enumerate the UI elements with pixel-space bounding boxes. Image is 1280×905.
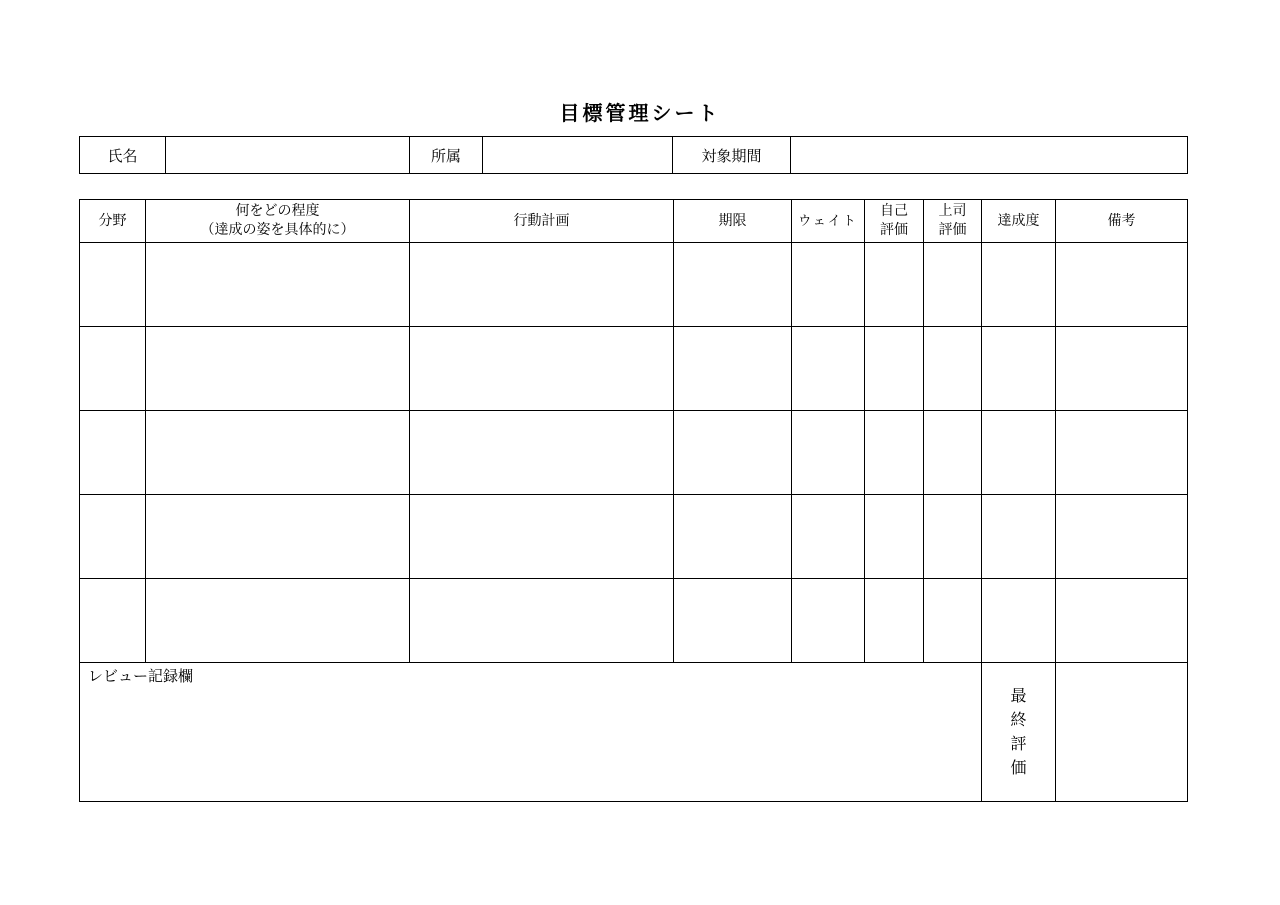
goal-cell[interactable] [146, 243, 410, 327]
notes-cell[interactable] [1056, 327, 1188, 411]
achievement-cell[interactable] [982, 579, 1056, 663]
final-eval-char: 価 [1010, 758, 1027, 777]
self-eval-cell[interactable] [865, 327, 924, 411]
self-eval-cell[interactable] [865, 495, 924, 579]
goal-cell[interactable] [146, 327, 410, 411]
info-table [79, 136, 1188, 174]
table-row [80, 495, 1188, 579]
final-eval-char: 評 [1010, 734, 1027, 753]
weight-header: ウェイト [792, 200, 865, 243]
department-field[interactable] [483, 137, 673, 174]
boss-eval-cell[interactable] [924, 411, 982, 495]
boss-eval-header-line1: 上司 [938, 203, 967, 219]
final-eval-char: 最 [1010, 686, 1027, 705]
self-eval-header-line2: 評価 [880, 222, 908, 238]
achievement-cell[interactable] [982, 411, 1056, 495]
boss-eval-cell[interactable] [924, 579, 982, 663]
table-row [80, 327, 1188, 411]
final-eval-field[interactable] [1056, 663, 1188, 802]
self-eval-header [865, 200, 924, 243]
weight-cell[interactable] [792, 327, 865, 411]
goal-cell[interactable] [146, 411, 410, 495]
header-row [80, 200, 1188, 243]
goal-cell[interactable] [146, 495, 410, 579]
name-label: 氏名 [80, 137, 166, 174]
review-record-field[interactable] [80, 663, 982, 802]
deadline-cell[interactable] [674, 327, 792, 411]
field-cell[interactable] [80, 579, 146, 663]
notes-cell[interactable] [1056, 495, 1188, 579]
achievement-cell[interactable] [982, 495, 1056, 579]
period-label: 対象期間 [673, 137, 791, 174]
notes-cell[interactable] [1056, 579, 1188, 663]
review-record-label: レビュー記録欄 [88, 667, 194, 685]
field-cell[interactable] [80, 411, 146, 495]
achievement-cell[interactable] [982, 243, 1056, 327]
notes-header: 備考 [1056, 200, 1188, 243]
weight-cell[interactable] [792, 579, 865, 663]
goal-header-line2: （達成の姿を具体的に） [200, 222, 355, 238]
goal-table [79, 199, 1188, 802]
notes-cell[interactable] [1056, 243, 1188, 327]
weight-cell[interactable] [792, 411, 865, 495]
field-cell[interactable] [80, 327, 146, 411]
weight-cell[interactable] [792, 495, 865, 579]
boss-eval-header-line2: 評価 [938, 222, 967, 238]
deadline-cell[interactable] [674, 411, 792, 495]
notes-cell[interactable] [1056, 411, 1188, 495]
deadline-cell[interactable] [674, 579, 792, 663]
action-plan-header: 行動計画 [410, 200, 674, 243]
action-plan-cell[interactable] [410, 327, 674, 411]
self-eval-header-line1: 自己 [880, 203, 908, 219]
boss-eval-cell[interactable] [924, 243, 982, 327]
deadline-cell[interactable] [674, 495, 792, 579]
sheet-title: 目標管理シート [559, 101, 721, 125]
weight-cell[interactable] [792, 243, 865, 327]
achievement-cell[interactable] [982, 327, 1056, 411]
action-plan-cell[interactable] [410, 495, 674, 579]
deadline-cell[interactable] [674, 243, 792, 327]
self-eval-cell[interactable] [865, 243, 924, 327]
table-row [80, 243, 1188, 327]
period-field[interactable] [791, 137, 1188, 174]
field-cell[interactable] [80, 495, 146, 579]
goal-header [146, 200, 410, 243]
department-label: 所属 [410, 137, 483, 174]
boss-eval-cell[interactable] [924, 495, 982, 579]
review-row [80, 663, 1188, 802]
table-row [80, 411, 1188, 495]
goal-cell[interactable] [146, 579, 410, 663]
field-cell[interactable] [80, 243, 146, 327]
boss-eval-header [924, 200, 982, 243]
self-eval-cell[interactable] [865, 579, 924, 663]
name-field[interactable] [166, 137, 410, 174]
action-plan-cell[interactable] [410, 411, 674, 495]
goal-header-line1: 何をどの程度 [235, 203, 320, 219]
boss-eval-cell[interactable] [924, 327, 982, 411]
deadline-header: 期限 [674, 200, 792, 243]
action-plan-cell[interactable] [410, 579, 674, 663]
final-eval-char: 終 [1010, 710, 1027, 729]
self-eval-cell[interactable] [865, 411, 924, 495]
achievement-header: 達成度 [982, 200, 1056, 243]
table-row [80, 579, 1188, 663]
field-header: 分野 [80, 200, 146, 243]
action-plan-cell[interactable] [410, 243, 674, 327]
final-eval-label [982, 663, 1056, 802]
